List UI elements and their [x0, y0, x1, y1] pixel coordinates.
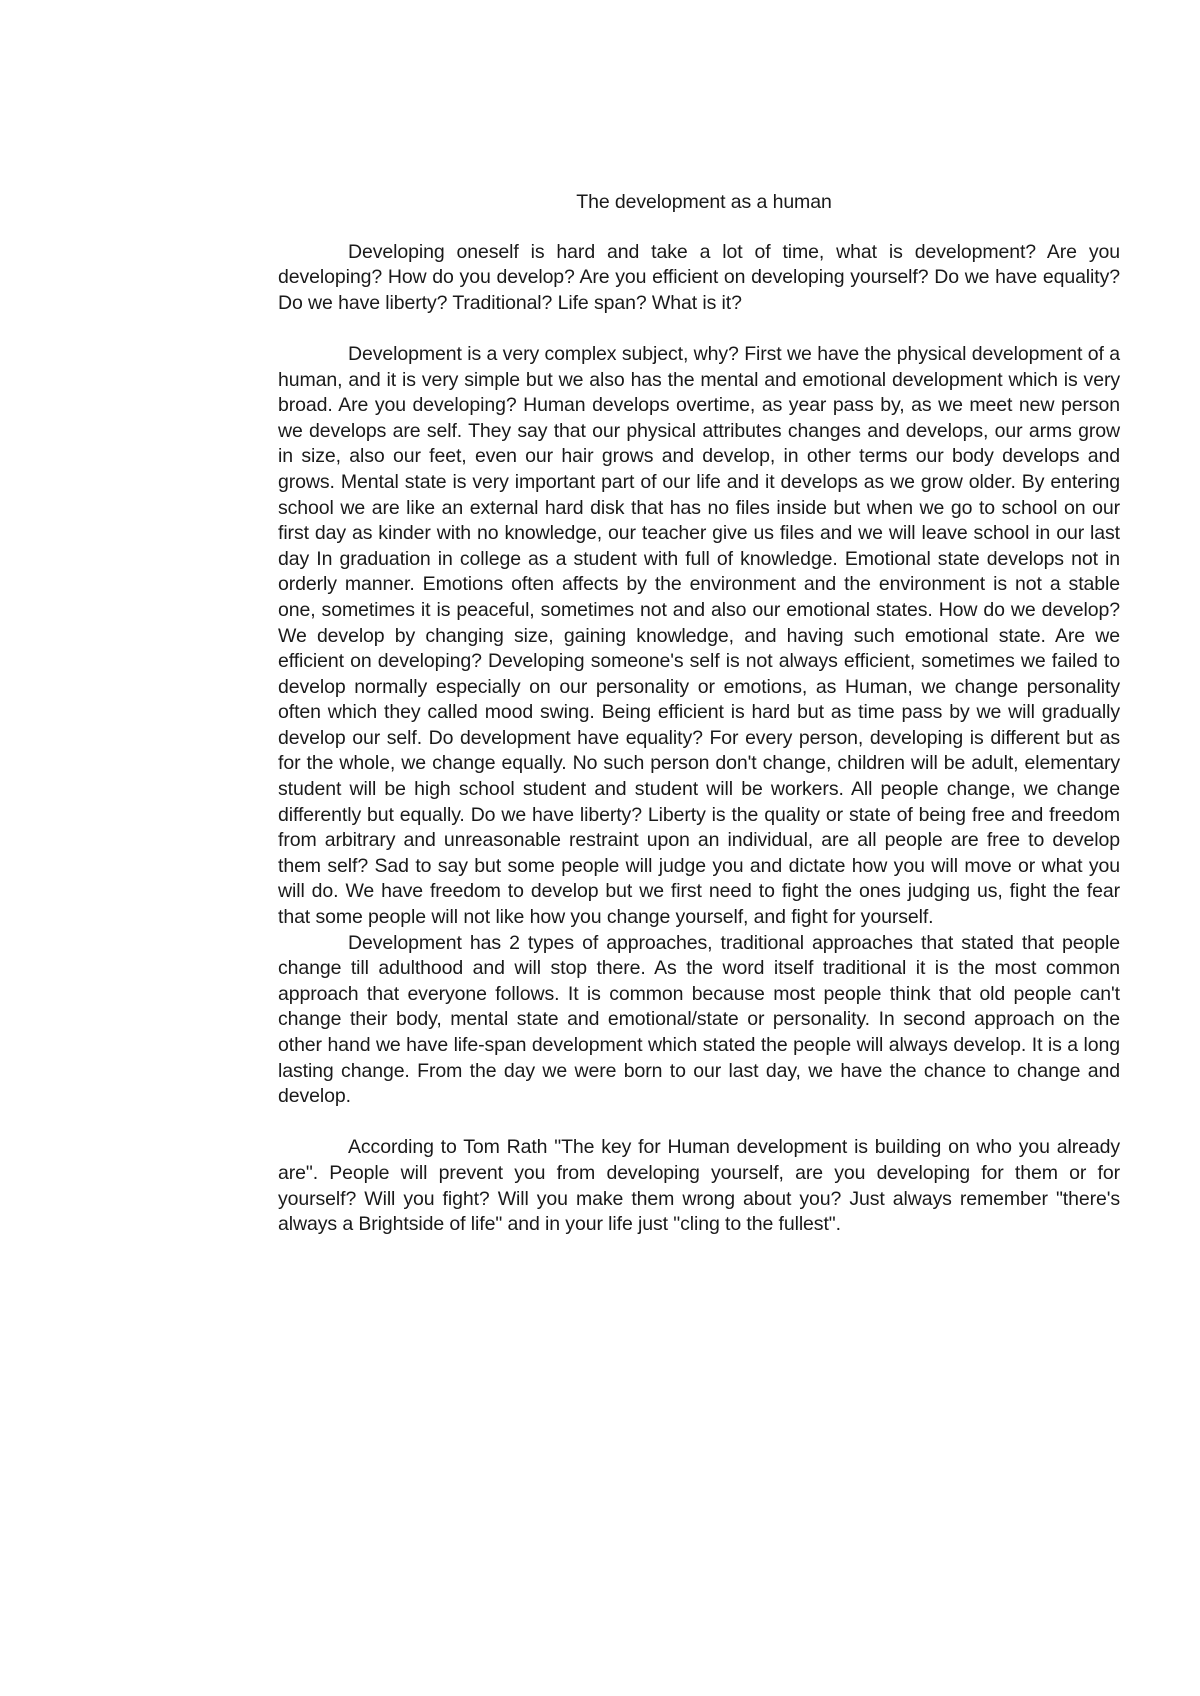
document-body — [278, 190, 1120, 1238]
paragraph-spacer — [278, 316, 1120, 342]
paragraph-development: Development is a very complex subject, why? First we have the physical development of a human, and it is very simple but we also has the mental and emotional development which is very broad. Are you developing? Human develops overtime, as year pass by, as we meet new person we develops are self. They say that our physical attributes changes and develops, our arms grow in size, also our feet, even our hair grows and develop, in other terms our body develops and grows. Mental state is very important part of our life and it develops as we grow older. By entering school we are like an external hard disk that has no files inside but when we go to school on our first day as kinder with no knowledge, our teacher give us files and we will leave school in our last day In graduation in college as a student with full of knowledge. Emotional state develops not in orderly manner. Emotions often affects by the environment and the environment is not a stable one, sometimes it is peaceful, sometimes not and also our emotional states. How do we develop? We develop by changing size, gaining knowledge, and having such emotional state. Are we efficient on developing? Developing someone's self is not always efficient, sometimes we failed to develop normally especially on our personality or emotions, as Human, we change personality often which they called mood swing. Being efficient is hard but as time pass by we will gradually develop our self. Do development have equality? For every person, developing is different but as for the whole, we change equally. No such person don't change, children will be adult, elementary student will be high school student and student will be workers. All people change, we change differently but equally. Do we have liberty? Liberty is the quality or state of being free and freedom from arbitrary and unreasonable restraint upon an individual, are all people are free to develop them self? Sad to say but some people will judge you and dictate how you will move or what you will do. We have freedom to develop but we first need to fight the ones judging us, fight the fear that some people will not like how you change yourself, and fight for yourself. — [278, 342, 1120, 929]
paragraph-intro: Developing oneself is hard and take a lot of time, what is development? Are you developing? How do you develop? Are you efficient on developing yourself? Do we have equality? Do we have liberty? Traditional? Life span? What is it? — [278, 240, 1120, 314]
paragraph-conclusion: According to Tom Rath "The key for Human development is building on who you already are". People will prevent you from developing yourself, are you developing for them or for yourself? Will you fight? Will you make them wrong about you? Just always remember "there's always a Brightside of life" and in your life just "cling to the fullest". — [278, 1136, 1120, 1236]
document-title: The development as a human — [576, 191, 832, 213]
paragraph-approaches: Development has 2 types of approaches, traditional approaches that stated that people change till adulthood and will stop there. As the word itself traditional it is the most common approach that everyone follows. It is common because most people think that old people can't change their body, mental state and emotional/state or personality. In second approach on the other hand we have life-span development which stated the people will always develop. It is a long lasting change. From the day we were born to our last day, we have the chance to change and develop. — [278, 931, 1120, 1108]
paragraph-spacer — [278, 1110, 1120, 1136]
